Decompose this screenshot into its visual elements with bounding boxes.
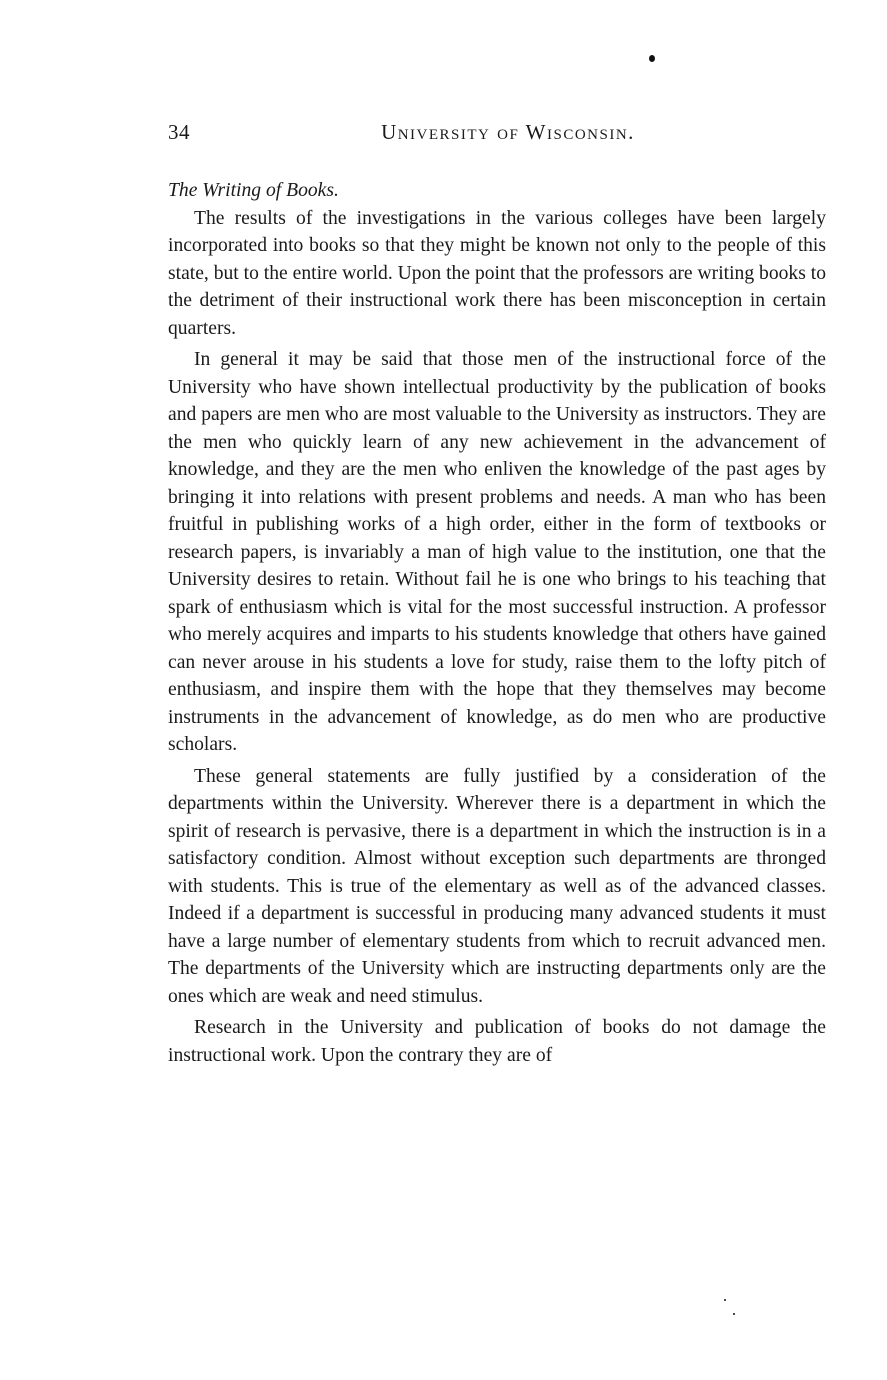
paragraph: Research in the University and publication of books do not damage the instructional work. Upon the contrary they are of [168,1017,826,1066]
ink-speck [733,1313,735,1315]
paragraph: In general it may be said that those men of the instructional force of the University who have shown intellectual productivity by the publication of books and papers are men who are most valuable to the University as instructors. They are the men who quickly learn of any new achievement in the advancement of knowledge, and they are the men who enliven the knowledge of the past ages by bringing it into relations with present problems and needs. A man who has been fruitful in publishing works of a high order, either in the form of textbooks or research papers, is invariably a man of high value to the institution, one that the University desires to retain. Without fail he is one who brings to his teaching that spark of enthusiasm which is vital for the most successful instruction. A professor who merely acquires and imparts to his students knowledge that others have gained can never arouse in his students a love for study, raise them to the lofty pitch of enthusiasm, and inspire them with the hope that they themselves may become instruments in the advancement of knowledge, as do men who are productive scholars. [168,349,826,755]
paragraph: These general statements are fully justified by a consideration of the departments within the University. Wherever there is a department in which the spirit of research is pervasive, there is a department in which the instruction is in a satisfactory condition. Almost without exception such departments are thronged with students. This is true of the elementary as well as of the advanced classes. Indeed if a department is successful in producing many advanced students it must have a large number of elementary students from which to recruit advanced men. The departments of the University which are instructing departments only are the ones which are weak and need stimulus. [168,765,826,1007]
running-head: University of Wisconsin. [381,120,635,144]
section-title: The Writing of Books. [168,180,339,201]
paragraph: The results of the investigations in the various colleges have been largely incorporated into books so that they might be known not only to the people of this state, but to the entire world. Upon the point that the professors are writing books to the detriment of their instructional work there has been misconception in certain quarters. [168,207,826,339]
page-number: 34 [168,120,190,144]
ink-speck [724,1299,726,1301]
ink-speck [649,55,655,62]
page-header [168,120,826,150]
body-text [168,177,826,1069]
